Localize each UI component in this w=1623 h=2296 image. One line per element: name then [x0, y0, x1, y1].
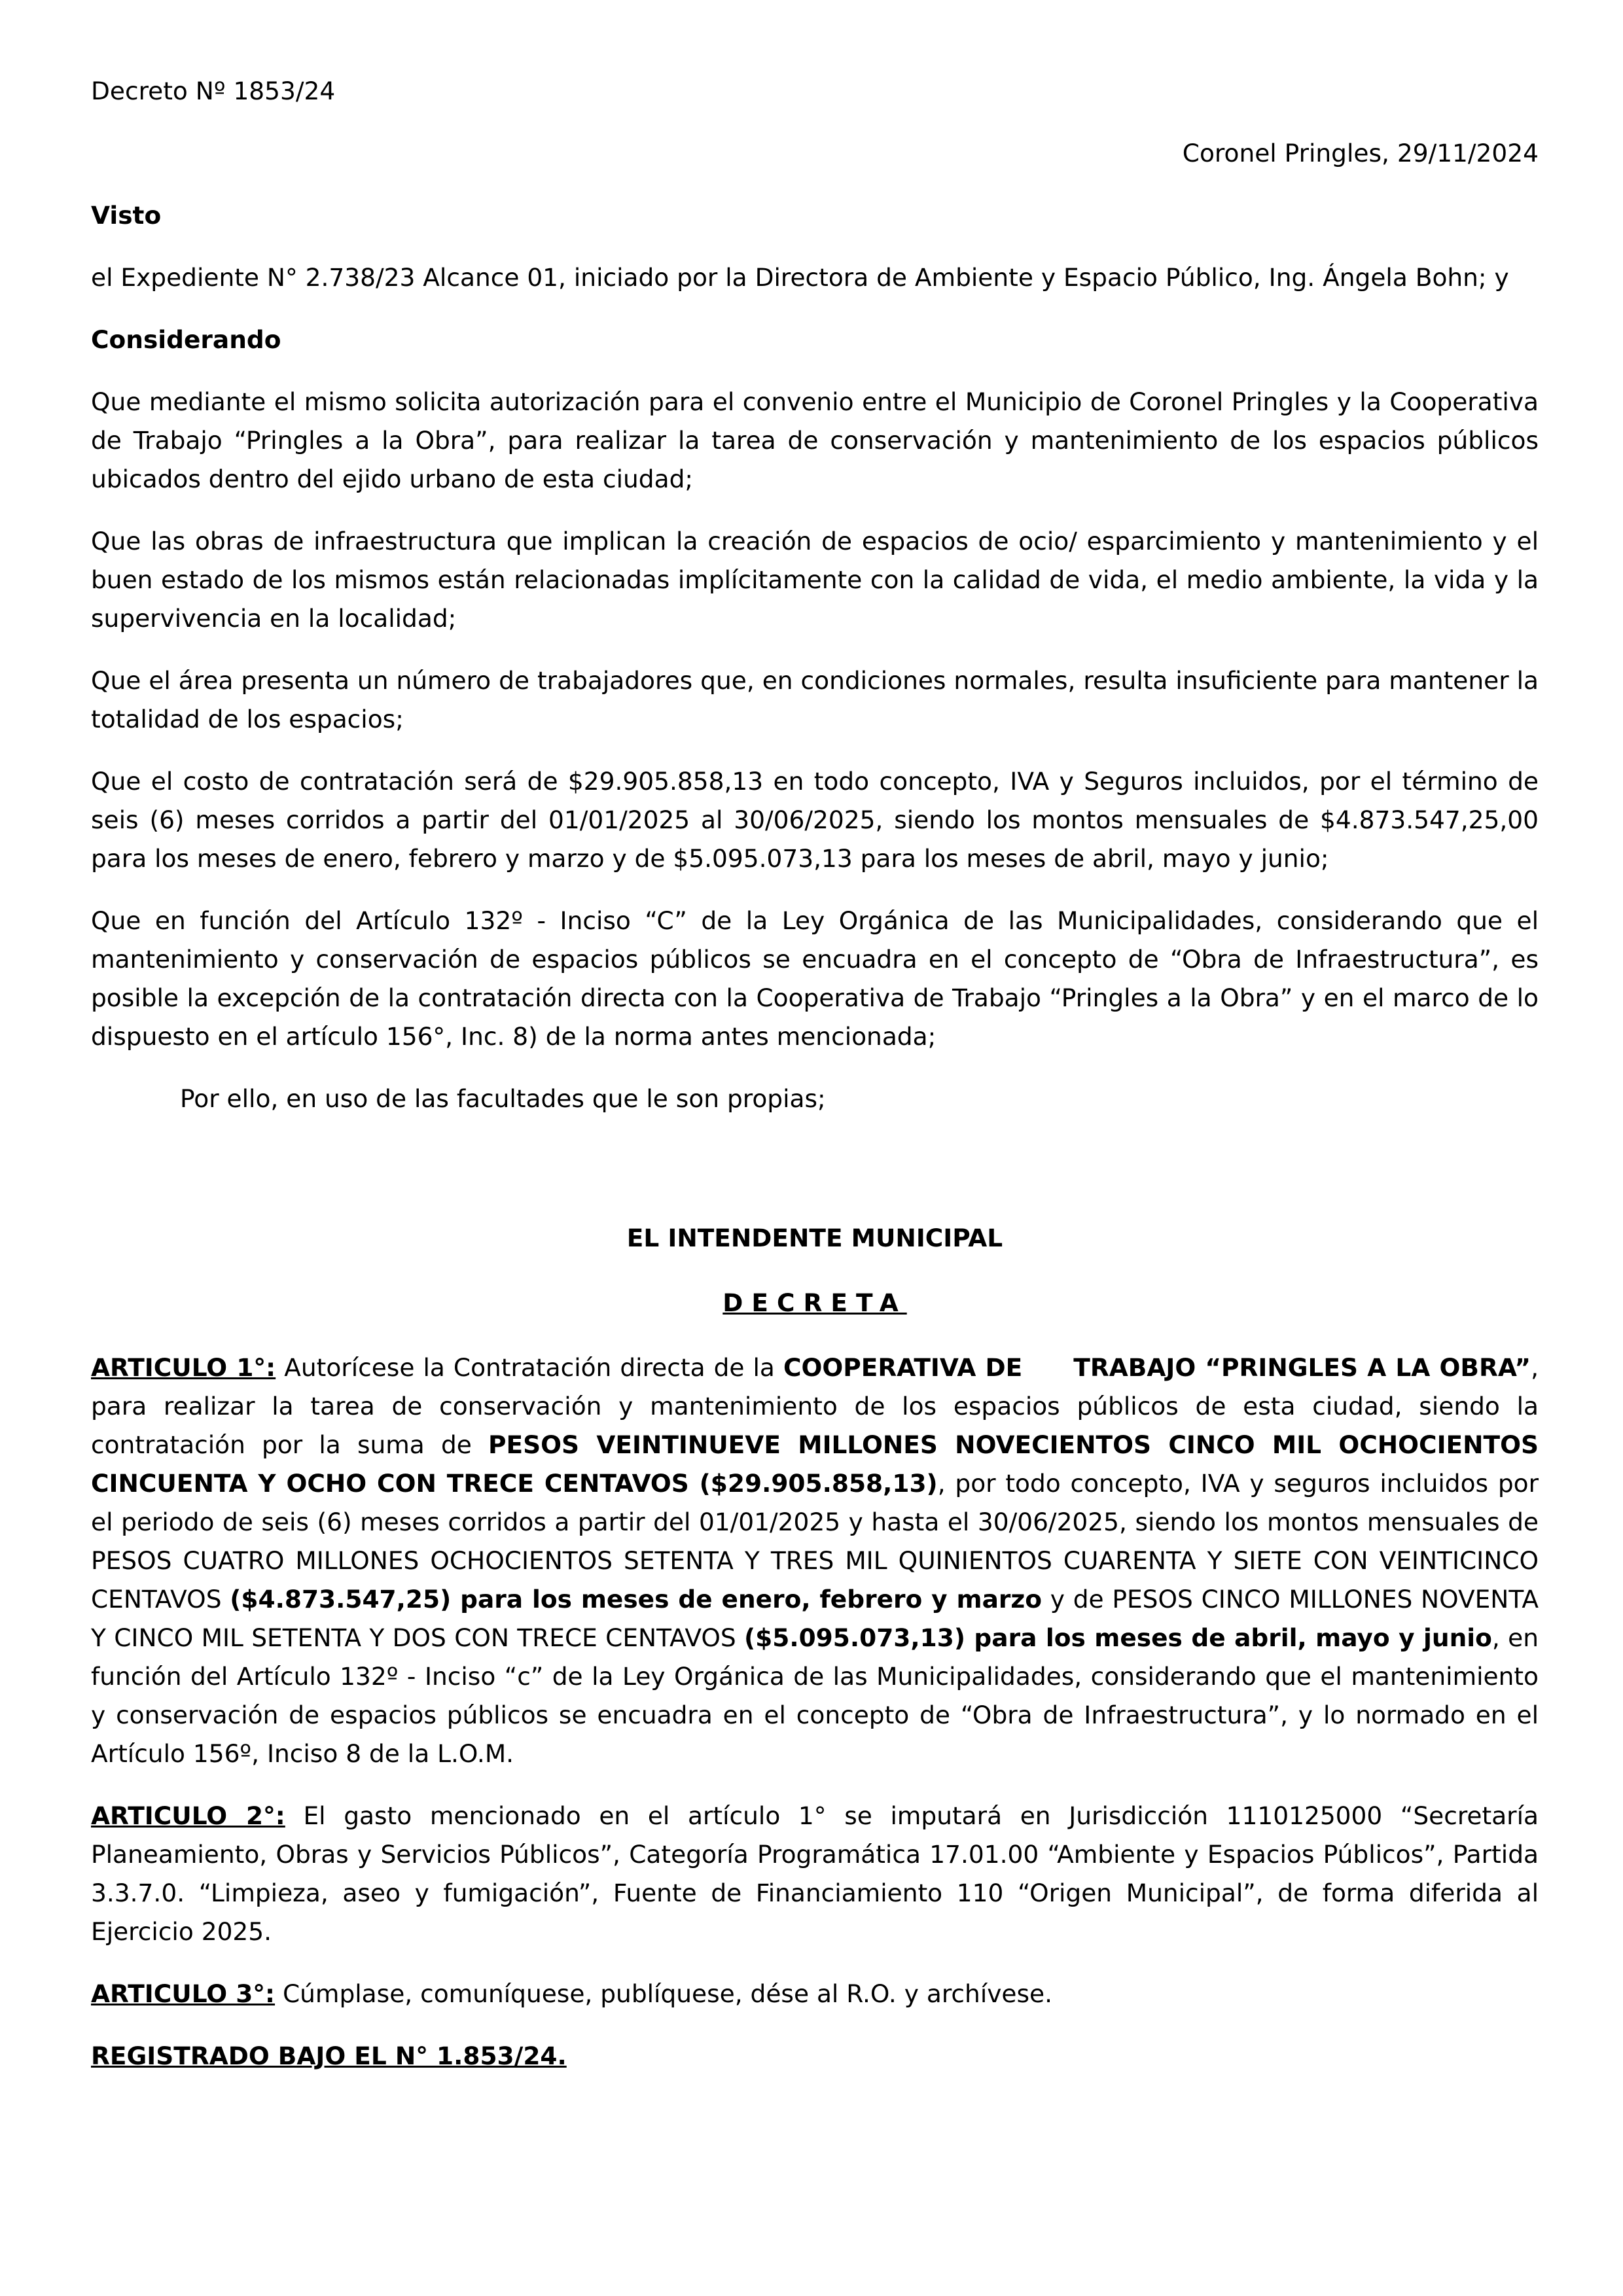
articulo-1-label: ARTICULO 1°: [91, 1353, 276, 1382]
considerando-paragraph-4: Que el costo de contratación será de $29.905.858,13 en todo concepto, IVA y Seguros incluidos, por el término de seis (6) meses corridos a partir del 01/01/2025 al 30/06/2025, siendo los montos mensuales de $4.873.547,25,00 para los meses de enero, febrero y marzo y de $5.095.073,13 para los meses de abril, mayo y junio; [91, 767, 1539, 873]
decree-number: Decreto Nº 1853/24 [91, 77, 336, 105]
articulo-3 [91, 1975, 1539, 2013]
considerando-paragraph-1: Que mediante el mismo solicita autorización para el convenio entre el Municipio de Coronel Pringles y la Cooperativa de Trabajo “Pringles a la Obra”, para realizar la tarea de conservación y mantenimiento de los espacios públicos ubicados dentro del ejido urbano de esta ciudad; [91, 387, 1539, 493]
place-date: Coronel Pringles, 29/11/2024 [1182, 139, 1539, 168]
articulo-1-bold-3: PESOS VEINTINUEVE MILLONES NOVECIENTOS CINCO MIL OCHOCIENTOS CINCUENTA Y OCHO CON TRECE CENTAVOS ($29.905.858,13) [91, 1430, 1539, 1498]
articulo-2-text: El gasto mencionado en el artículo 1° se imputará en Jurisdicción 1110125000 “Secretaría Planeamiento, Obras y Servicios Públicos”, Categoría Programática 17.01.00 “Ambiente y Espacios Públicos”, Partida 3.3.7.0. “Limpieza, aseo y fumigación”, Fuente de Financiamiento 110 “Origen Municipal”, de forma diferida al Ejercicio 2025. [91, 1801, 1539, 1946]
articulo-1-text-5: , en función del Artículo 132º - Inciso “c” de la Ley Orgánica de las Municipalidades, considerando que el mantenimiento y conservación de espacios públicos se encuadra en el concepto de “Obra de Infraestructura”, y lo normado en el Artículo 156º, Inciso 8 de la L.O.M. [91, 1623, 1539, 1768]
visto-heading: Visto [91, 201, 162, 230]
articulo-1-text-1: Autorícese la Contratación directa de la [276, 1353, 783, 1382]
articulo-2-label: ARTICULO 2°: [91, 1801, 285, 1830]
considerando-closing: Por ello, en uso de las facultades que le son propias; [180, 1084, 826, 1113]
articulo-1-text-2: , para realizar la tarea de conservación y mantenimiento de los espacios públicos de esta ciudad, siendo la contratación por la suma de [91, 1353, 1539, 1459]
considerando-heading: Considerando [91, 325, 281, 354]
considerando-paragraph-5: Que en función del Artículo 132º - Inciso “C” de la Ley Orgánica de las Municipalidades, considerando que el mantenimiento y conservación de espacios públicos se encuadra en el concepto de “Obra de Infraestructura”, es posible la excepción de la contratación directa con la Cooperativa de Trabajo “Pringles a la Obra” y en el marco de lo dispuesto en el artículo 156°, Inc. 8) de la norma antes mencionada; [91, 906, 1539, 1051]
decreta-title: DECRETA [722, 1288, 907, 1317]
decree-document [91, 72, 1539, 2099]
authority-title: EL INTENDENTE MUNICIPAL [626, 1224, 1003, 1252]
considerando-paragraph-2: Que las obras de infraestructura que implican la creación de espacios de ocio/ esparcimiento y mantenimiento y el buen estado de los mismos están relacionadas implícitamente con la calidad de vida, el medio ambiente, la vida y la supervivencia en la localidad; [91, 527, 1539, 633]
articulo-1-bold-1: COOPERATIVA DE [783, 1353, 1023, 1382]
articulo-1-bold-2: TRABAJO “PRINGLES A LA OBRA” [1073, 1353, 1531, 1382]
articulo-1-text-3: , por todo concepto, IVA y seguros incluidos por el periodo de seis (6) meses corridos a partir del 01/01/2025 y hasta el 30/06/2025, siendo los montos mensuales de PESOS CUATRO MILLONES OCHOCIENTOS SETENTA Y TRES MIL QUINIENTOS CUARENTA Y SIETE CON VEINTICINCO CENTAVOS [91, 1469, 1539, 1614]
registro-line: REGISTRADO BAJO EL N° 1.853/24. [91, 2041, 567, 2070]
articulo-3-text: Cúmplase, comuníquese, publíquese, dése al R.O. y archívese. [275, 1979, 1053, 2008]
articulo-3-label: ARTICULO 3°: [91, 1979, 276, 2008]
articulo-2 [91, 1797, 1539, 1951]
section-spacer [91, 1142, 1539, 1219]
articulo-1-bold-5: ($5.095.073,13) para los meses de abril, mayo y junio [744, 1623, 1492, 1652]
visto-text: el Expediente N° 2.738/23 Alcance 01, iniciado por la Directora de Ambiente y Espacio Público, Ing. Ángela Bohn; y [91, 263, 1509, 292]
considerando-paragraph-3: Que el área presenta un número de trabajadores que, en condiciones normales, resulta insuficiente para mantener la totalidad de los espacios; [91, 666, 1539, 733]
articulo-1-bold-4: ($4.873.547,25) para los meses de enero, febrero y marzo [230, 1585, 1042, 1614]
articulo-1-text-4: y de PESOS CINCO MILLONES NOVENTA Y CINCO MIL SETENTA Y DOS CON TRECE CENTAVOS [91, 1585, 1539, 1652]
articulo-1 [91, 1349, 1539, 1773]
